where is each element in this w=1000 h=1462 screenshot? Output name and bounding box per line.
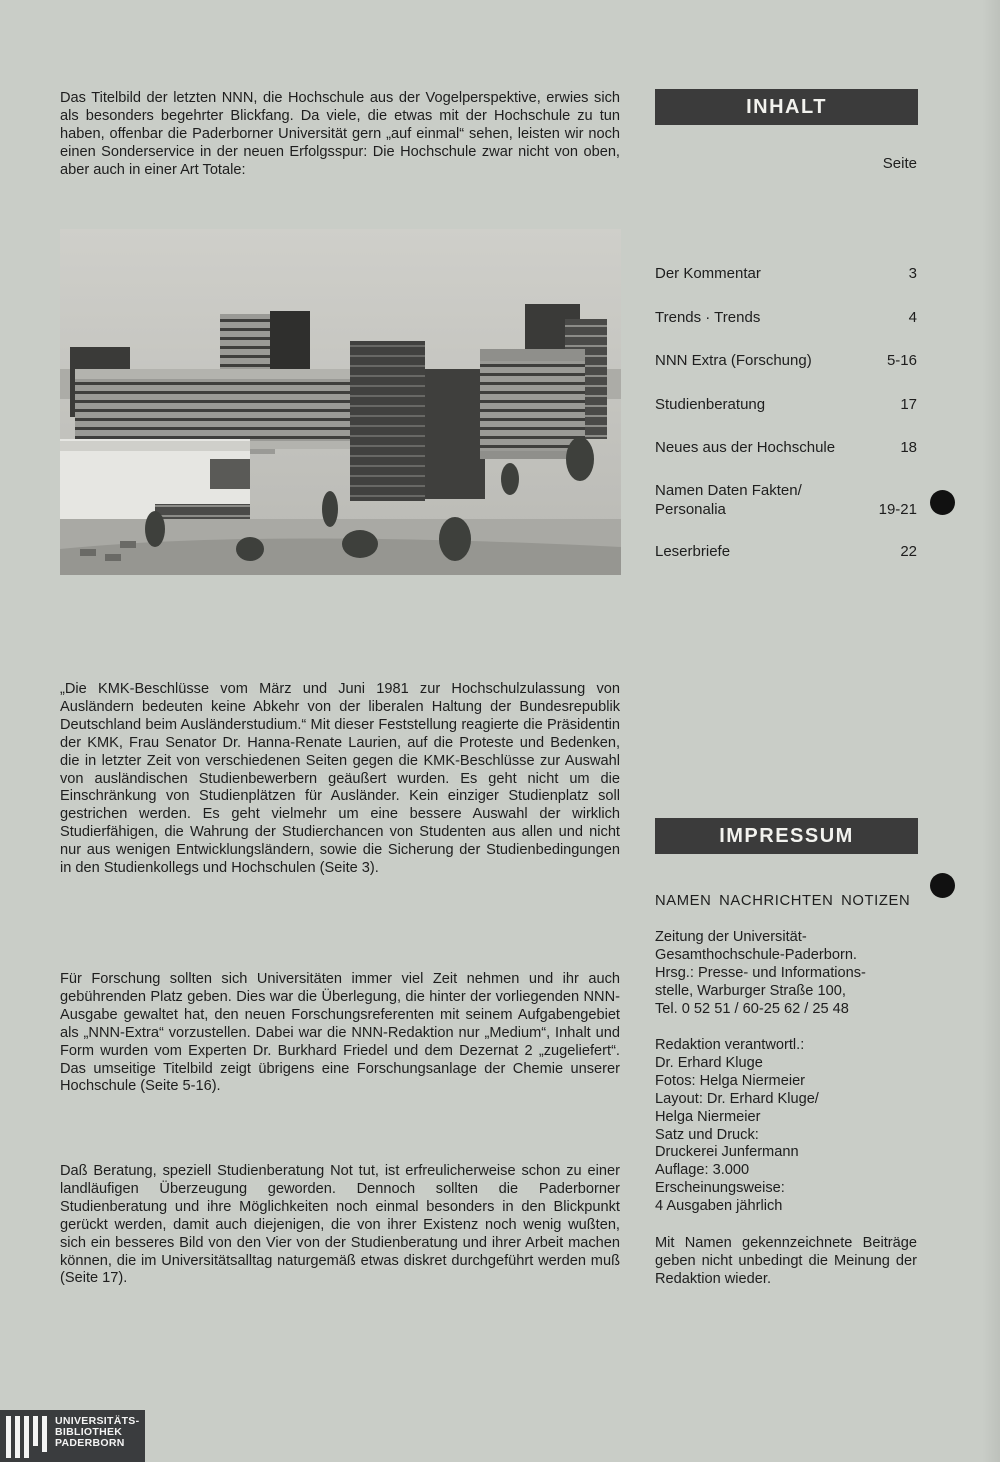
toc-item-page: 19-21 [878,500,917,518]
library-logo-bars-icon [6,1416,47,1458]
toc-item-title: Neues aus der Hochschule [655,439,836,456]
toc-item-title: Namen Daten Fakten/ Personalia [655,482,802,518]
toc-item [655,482,917,519]
punch-hole [930,490,955,515]
toc-item-page: 3 [908,265,917,282]
toc-item [655,352,917,371]
page-edge-shade [982,0,1000,1462]
toc-item-title: Studienberatung [655,396,766,413]
toc-item-page: 22 [900,543,917,560]
toc-heading: INHALT [655,89,918,125]
article-paragraph-forschung: Für Forschung sollten sich Universitäten immer viel Zeit nehmen und ihr auch gebührenden Platz geben. Dies war die Überlegung, die hinter der vorliegenden NNN-Ausgabe gewaltet hat, den neuen Forschungsreferenten mit seinem Aufgabengebiet als „NNN-Extra“ vorzustellen. Dabei war die NNN-Redaktion nur „Medium“, Inhalt und Form wurden vom Experten Dr. Burkhard Friedel und dem Dezernat 2 „zugeliefert“. Das umseitige Titelbild zeigt übrigens eine Forschungsanlage der Chemie unserer Hochschule (Seite 5-16). [60,971,620,1095]
impressum-heading: IMPRESSUM [655,818,918,854]
toc-item-page: 18 [900,439,917,456]
toc-item-page: 4 [908,309,917,326]
toc-item-title: Leserbriefe [655,543,731,560]
toc-item-title: NNN Extra (Forschung) [655,352,812,369]
punch-hole [930,873,955,898]
toc-item [655,396,917,415]
toc-item-title: Der Kommentar [655,265,761,282]
impressum-disclaimer: Mit Namen gekennzeichnete Beiträge geben nicht unbedingt die Meinung der Redaktion wieder. [655,1235,917,1287]
toc-item-title: Trends · Trends [655,309,761,326]
intro-paragraph: Das Titelbild der letzten NNN, die Hochschule aus der Vogelperspektive, erwies sich als besonders begehrter Blickfang. Da viele, die etwas mit der Hochschule zu tun haben, offenbar die Paderborner Universität gern „auf einmal“ sehen, leisten wir noch einen Sonderservice in der neuen Erfolgsspur: Die Hochschule zwar nicht von oben, aber auch in einer Art Totale: [60,90,620,178]
library-logo-text: UNIVERSITÄTS- BIBLIOTHEK PADERBORN [55,1415,140,1449]
article-paragraph-studienberatung: Daß Beratung, speziell Studienberatung Not tut, ist erfreulicherweise schon zu einer landläufigen Überzeugung geworden. Dennoch sollten die Paderborner Studienberatung und ihre Möglichkeiten noch einmal besonders in den Blickpunkt gerückt werden, damit auch diejenigen, die von ihrer Existenz noch wenig wußten, sich ein besseres Bild von den Vier von der Studienberatung und ihrer Arbeit machen können, die im Universitätsalltag naturgemäß etwas diskret durchgeführt werden muß (Seite 17). [60,1163,620,1287]
toc-item [655,309,917,328]
campus-photo [60,229,621,575]
impressum-publisher: Zeitung der Universität- Gesamthochschule-Paderborn. Hrsg.: Presse- und Informations- stelle, Warburger Straße 100, Tel. 0 52 51 / 60-25 62 / 25 48 [655,929,866,1017]
impressum-tagline: NAMEN NACHRICHTEN NOTIZEN [655,893,911,909]
toc-page-column-label: Seite [882,155,917,172]
toc-item [655,543,917,562]
toc-item-page: 5-16 [886,352,917,369]
toc-item [655,439,917,458]
toc-item-page: 17 [900,396,917,413]
impressum-credits: Redaktion verantwortl.: Dr. Erhard Kluge Fotos: Helga Niermeier Layout: Dr. Erhard Kluge/ Helga Niermeier Satz und Druck: Druckerei Junfermann Auflage: 3.000 Erscheinungsweise: 4 Ausgaben jährlich [655,1037,819,1215]
library-logo-mark [0,1414,200,1462]
article-paragraph-kmk: „Die KMK-Beschlüsse vom März und Juni 1981 zur Hochschulzulassung von Ausländern bedeuten keine Abkehr von der liberalen Haltung der Bundesrepublik Deutschland beim Ausländerstudium.“ Mit dieser Feststellung reagierte die Präsidentin der KMK, Frau Senator Dr. Hanna-Renate Laurien, auf die Proteste und Bedenken, die in letzter Zeit von verschiedenen Seiten gegen die KMK-Beschlüsse zur Auswahl von ausländischen Studienbewerbern geäußert wurden. Es geht nicht um die Einschränkung von Studienplätzen für Ausländer. Kein einziger Studienplatz soll gestrichen werden. Es geht vielmehr um eine bessere Auswahl der wirklich Studierfähigen, die Wahrung der Studierchancen von Studenten aus allen und nicht nur aus wenigen Entwicklungsländern, sowie die Sicherung der Studienbedingungen in den Studienkollegs und Hochschulen (Seite 3). [60,681,620,877]
toc-item [655,265,917,284]
